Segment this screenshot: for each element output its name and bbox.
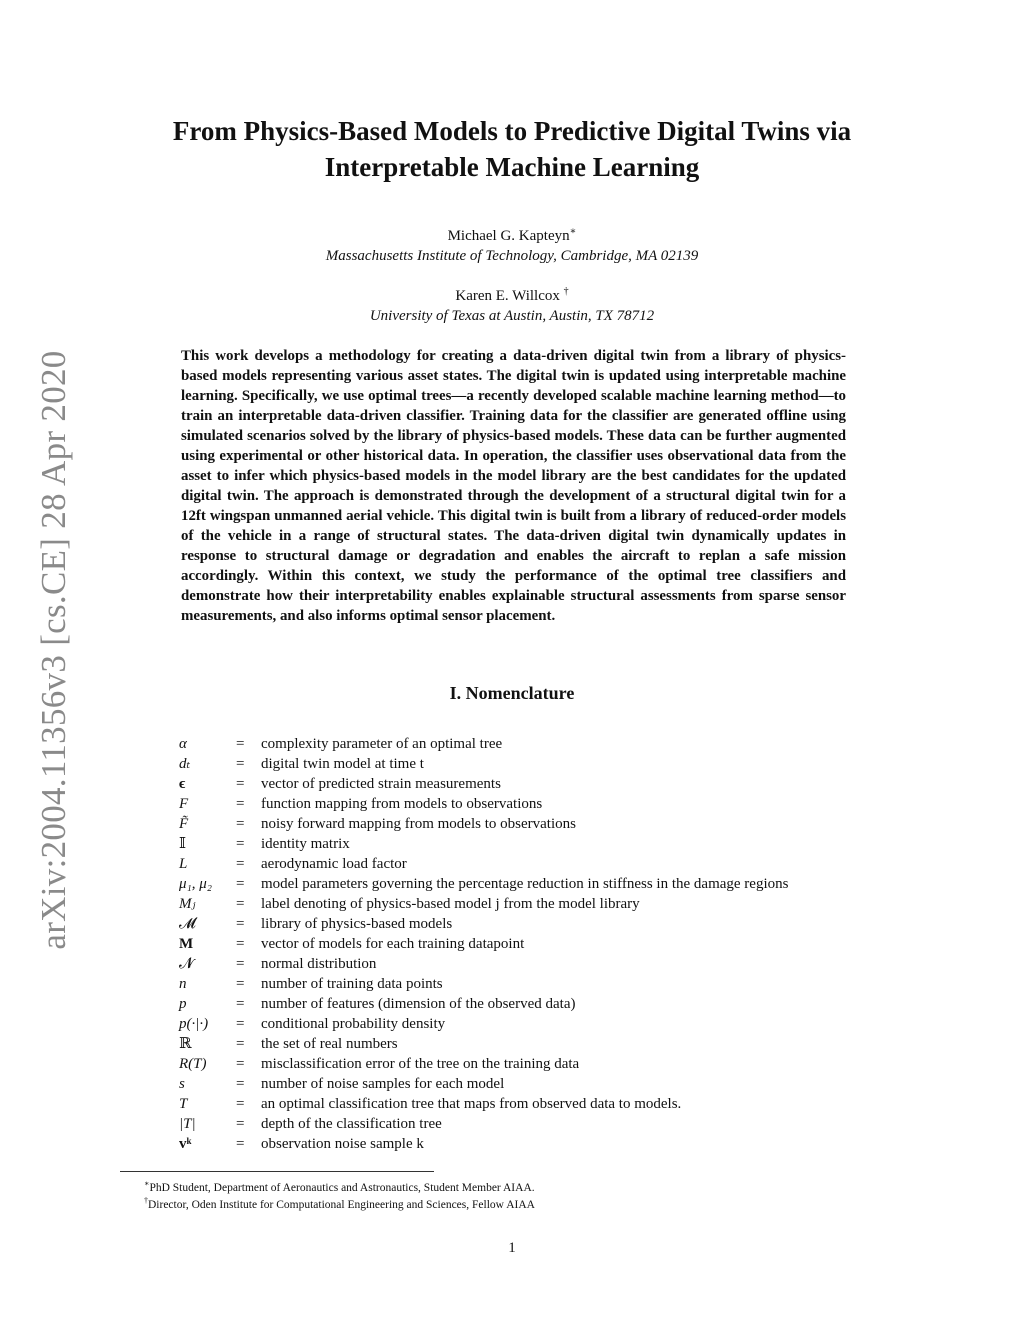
nomenclature-definition: normal distribution: [261, 956, 377, 972]
nomenclature-definition: number of training data points: [261, 976, 443, 992]
nomenclature-entry: [179, 1014, 879, 1034]
equals-sign: =: [236, 876, 245, 892]
equals-sign: =: [236, 796, 245, 812]
footnote-divider: [120, 1171, 434, 1172]
nomenclature-entry: [179, 894, 879, 914]
nomenclature-symbol: F: [179, 796, 189, 812]
nomenclature-definition: digital twin model at time t: [261, 756, 424, 772]
nomenclature-entry: [179, 1134, 879, 1154]
equals-sign: =: [236, 916, 245, 932]
nomenclature-definition: misclassification error of the tree on the training data: [261, 1056, 580, 1072]
nomenclature-symbol: ℝ: [179, 1036, 192, 1052]
nomenclature-symbol: ϵ: [179, 776, 186, 792]
nomenclature-definition: aerodynamic load factor: [261, 856, 407, 872]
nomenclature-definition: vector of predicted strain measurements: [261, 776, 501, 792]
nomenclature-symbol: M: [179, 936, 194, 952]
nomenclature-entry: [179, 794, 879, 814]
section-heading-nomenclature: I. Nomenclature: [449, 683, 575, 703]
paper-title-line-2: Interpretable Machine Learning: [324, 152, 700, 182]
author-block-1: [200, 222, 824, 266]
nomenclature-definition: vector of models for each training datapoint: [261, 936, 525, 952]
nomenclature-symbol: R(T): [179, 1056, 207, 1072]
equals-sign: =: [236, 1076, 245, 1092]
abstract: This work develops a methodology for creating a data-driven digital twin from a library of physics-based models representing various asset states. The digital twin is updated using interpretable machine learning. Specifically, we use optimal trees—a recently developed scalable machine learning method—to train an interpretable data-driven classifier. Training data for the classifier are generated offline using simulated scenarios solved by the library of physics-based models. These data can be further augmented using experimental or other historical data. In operation, the classifier uses observational data from the asset to infer which physics-based models in the model library are the best candidates for the updated digital twin. The approach is demonstrated through the development of a structural digital twin for a 12ft wingspan unmanned aerial vehicle. This digital twin is built from a library of reduced-order models of the vehicle in a range of structural states. The data-driven digital twin dynamically updates in response to structural damage or degradation and enables the aircraft to replan a safe mission accordingly. Within this context, we study the performance of the optimal tree classifiers and demonstrate how their interpretability enables explainable structural assessments from sparse sensor measurements, and also informs optimal sensor placement.: [181, 348, 846, 624]
nomenclature-symbol: n: [179, 976, 187, 992]
equals-sign: =: [236, 1096, 245, 1112]
equals-sign: =: [236, 936, 245, 952]
nomenclature-entry: [179, 1094, 879, 1114]
footnote-text: PhD Student, Department of Aeronautics and Astronautics, Student Member AIAA.: [149, 1181, 535, 1194]
author-name: Michael G. Kapteyn: [447, 228, 570, 244]
nomenclature-symbol: dₜ: [179, 756, 191, 772]
nomenclature-entry: [179, 1054, 879, 1074]
nomenclature-symbol: T: [179, 1096, 188, 1112]
equals-sign: =: [236, 836, 245, 852]
nomenclature-entry: [179, 934, 879, 954]
nomenclature-entry: [179, 914, 879, 934]
nomenclature-entry: [179, 874, 879, 894]
nomenclature-entry: [179, 854, 879, 874]
nomenclature-entry: [179, 974, 879, 994]
equals-sign: =: [236, 1116, 245, 1132]
nomenclature-symbol: 𝓝: [179, 956, 194, 972]
nomenclature-entry: [179, 774, 879, 794]
footnote-2: [144, 1193, 535, 1213]
nomenclature-definition: number of noise samples for each model: [261, 1076, 505, 1092]
nomenclature-entry: [179, 1114, 879, 1134]
equals-sign: =: [236, 816, 245, 832]
nomenclature-definition: conditional probability density: [261, 1016, 446, 1032]
footnote-mark: †: [144, 1196, 148, 1205]
nomenclature-symbol: L: [179, 856, 188, 872]
author-name: Karen E. Willcox: [455, 288, 564, 304]
equals-sign: =: [236, 1016, 245, 1032]
nomenclature-definition: an optimal classification tree that maps from observed data to models.: [261, 1096, 682, 1112]
nomenclature-symbol: |T|: [179, 1116, 196, 1132]
nomenclature-entry: [179, 994, 879, 1014]
equals-sign: =: [236, 976, 245, 992]
nomenclature-symbol: vᵏ: [179, 1136, 192, 1152]
author-affiliation: University of Texas at Austin, Austin, TX 78712: [369, 308, 655, 324]
nomenclature-definition: identity matrix: [261, 836, 350, 852]
nomenclature-symbol: Mⱼ: [179, 896, 196, 912]
equals-sign: =: [236, 756, 245, 772]
nomenclature-symbol: μ₁, μ₂: [179, 876, 212, 892]
author-footnote-mark: ∗: [569, 226, 577, 237]
equals-sign: =: [236, 896, 245, 912]
equals-sign: =: [236, 1036, 245, 1052]
nomenclature-entry: [179, 814, 879, 834]
footnote-text: Director, Oden Institute for Computational Engineering and Sciences, Fellow AIAA: [148, 1198, 535, 1211]
nomenclature-symbol: p(·|·): [179, 1016, 209, 1032]
nomenclature-symbol: p: [179, 996, 187, 1012]
equals-sign: =: [236, 856, 245, 872]
nomenclature-definition: observation noise sample k: [261, 1136, 424, 1152]
nomenclature-symbol: 𝕀: [179, 836, 187, 852]
nomenclature-definition: number of features (dimension of the observed data): [261, 996, 576, 1012]
equals-sign: =: [236, 956, 245, 972]
page-number: 1: [508, 1240, 516, 1256]
nomenclature-definition: label denoting of physics-based model j from the model library: [261, 896, 640, 912]
nomenclature-symbol: F̃: [179, 816, 189, 832]
nomenclature-symbol: α: [179, 736, 187, 752]
nomenclature-symbol: 𝓜: [179, 916, 196, 932]
nomenclature-entry: [179, 1074, 879, 1094]
arxiv-identifier-stamp: arXiv:2004.11356v3 [cs.CE] 28 Apr 2020: [34, 350, 73, 950]
nomenclature-definition: noisy forward mapping from models to observations: [261, 816, 576, 832]
nomenclature-entry: [179, 754, 879, 774]
nomenclature-definition: function mapping from models to observations: [261, 796, 543, 812]
equals-sign: =: [236, 776, 245, 792]
nomenclature-entry: [179, 954, 879, 974]
author-affiliation: Massachusetts Institute of Technology, Cambridge, MA 02139: [325, 248, 699, 264]
author-footnote-mark: †: [563, 286, 569, 297]
nomenclature-definition: depth of the classification tree: [261, 1116, 442, 1132]
nomenclature-entry: [179, 734, 879, 754]
equals-sign: =: [236, 1056, 245, 1072]
paper-title-line-1: From Physics-Based Models to Predictive Digital Twins via: [172, 116, 852, 146]
equals-sign: =: [236, 1136, 245, 1152]
nomenclature-entry: [179, 1034, 879, 1054]
nomenclature-definition: complexity parameter of an optimal tree: [261, 736, 503, 752]
nomenclature-symbol: s: [179, 1076, 185, 1092]
nomenclature-definition: the set of real numbers: [261, 1036, 398, 1052]
equals-sign: =: [236, 996, 245, 1012]
nomenclature-definition: library of physics-based models: [261, 916, 453, 932]
nomenclature-list: [179, 734, 879, 1154]
footnote-mark: ∗: [144, 1179, 150, 1188]
equals-sign: =: [236, 736, 245, 752]
nomenclature-entry: [179, 834, 879, 854]
nomenclature-definition: model parameters governing the percentage reduction in stiffness in the damage regions: [261, 876, 789, 892]
paper-title: [120, 113, 904, 185]
author-block-2: [200, 282, 824, 326]
